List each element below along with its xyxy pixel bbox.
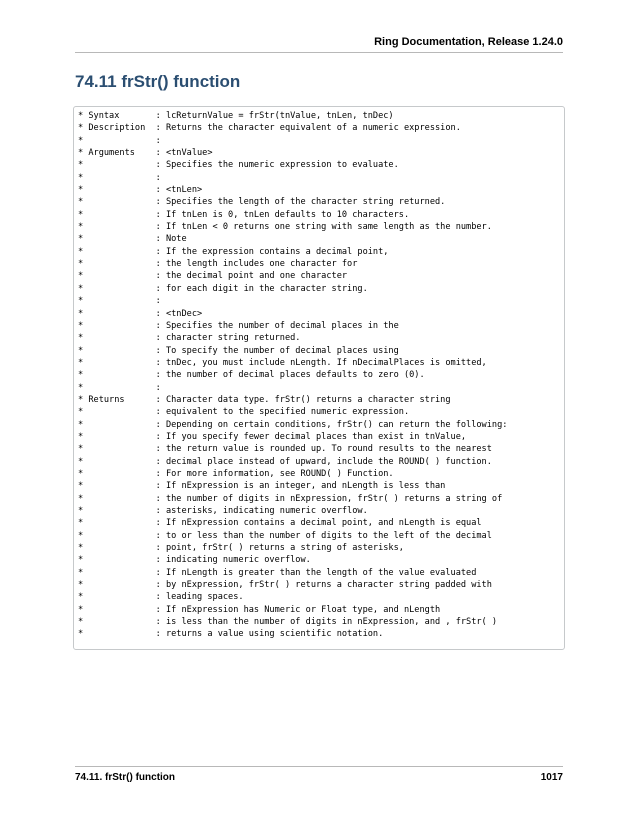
- code-line: * : To specify the number of decimal places using: [78, 345, 399, 356]
- code-line: * : the number of digits in nExpression, frStr( ) returns a string of: [78, 493, 503, 504]
- code-line: * : by nExpression, frStr( ) returns a character string padded with: [78, 580, 492, 591]
- code-line: * Returns : Character data type. frStr() returns a character string: [78, 394, 451, 405]
- code-line: * : Specifies the length of the character string returned.: [78, 197, 446, 208]
- code-line: * : leading spaces.: [78, 592, 244, 603]
- code-line: * : the decimal point and one character: [78, 271, 348, 282]
- code-line: * :: [78, 172, 161, 183]
- code-line: * : If nLength is greater than the length of the value evaluated: [78, 567, 477, 578]
- code-line: * Arguments : <tnValue>: [78, 148, 213, 159]
- header-divider: [75, 52, 563, 53]
- page-number: 1017: [540, 772, 563, 783]
- code-line: * :: [78, 382, 161, 393]
- code-line: * : <tnDec>: [78, 308, 203, 319]
- code-line: * : If the expression contains a decimal point,: [78, 246, 389, 257]
- code-line: * : asterisks, indicating numeric overflow.: [78, 506, 368, 516]
- code-line: * : point, frStr( ) returns a string of asterisks,: [78, 543, 404, 554]
- section-title: 74.11 frStr() function: [75, 72, 241, 91]
- code-line: * :: [78, 296, 161, 307]
- code-line: * : If nExpression has Numeric or Float type, and nLength: [78, 604, 441, 615]
- code-line: * : Note: [78, 234, 187, 245]
- code-line: * : <tnLen>: [78, 185, 203, 196]
- code-line: * : to or less than the number of digits to the left of the decimal: [78, 530, 492, 541]
- code-line: * Syntax : lcReturnValue = frStr(tnValue, tnLen, tnDec): [78, 111, 394, 121]
- code-line: * : If nExpression contains a decimal point, and nLength is equal: [78, 518, 482, 529]
- code-line: * : Specifies the numeric expression to evaluate.: [78, 160, 399, 171]
- code-block: [73, 106, 565, 650]
- code-line: * : If you specify fewer decimal places than exist in tnValue,: [78, 431, 467, 442]
- code-line: * : If tnLen < 0 returns one string with same length as the number.: [78, 222, 492, 233]
- code-line: * Description : Returns the character equivalent of a numeric expression.: [78, 123, 461, 134]
- code-line: * : Specifies the number of decimal places in the: [78, 320, 399, 331]
- footer-divider: [75, 766, 563, 767]
- code-line: * : tnDec, you must include nLength. If nDecimalPlaces is omitted,: [78, 357, 487, 368]
- code-line: * : Depending on certain conditions, frStr() can return the following:: [78, 419, 508, 430]
- code-line: * : the return value is rounded up. To round results to the nearest: [78, 444, 492, 455]
- code-line: * : equivalent to the specified numeric expression.: [78, 407, 410, 418]
- code-line: * : indicating numeric overflow.: [78, 555, 311, 566]
- code-line: * :: [78, 135, 161, 146]
- code-line: * : returns a value using scientific notation.: [78, 629, 384, 640]
- code-line: * : character string returned.: [78, 333, 301, 344]
- code-line: * : the length includes one character for: [78, 259, 358, 270]
- footer-section-label: 74.11. frStr() function: [75, 772, 176, 783]
- code-line: * : for each digit in the character string.: [78, 283, 368, 294]
- code-line: * : If tnLen is 0, tnLen defaults to 10 characters.: [78, 209, 410, 220]
- code-line: * : decimal place instead of upward, include the ROUND( ) function.: [78, 456, 492, 467]
- code-line: * : For more information, see ROUND( ) Function.: [78, 468, 394, 479]
- running-header: Ring Documentation, Release 1.24.0: [374, 36, 563, 48]
- code-line: * : is less than the number of digits in nExpression, and , frStr( ): [78, 617, 498, 628]
- code-line: * : the number of decimal places defaults to zero (0).: [78, 370, 425, 381]
- code-line: * : If nExpression is an integer, and nLength is less than: [78, 481, 446, 492]
